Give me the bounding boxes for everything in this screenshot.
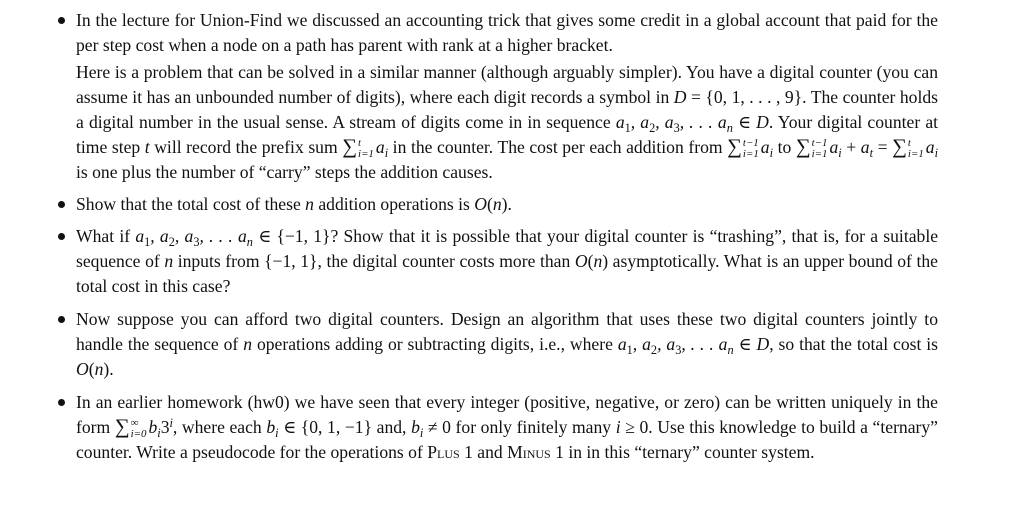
problem-list (58, 8, 938, 465)
ternary-counter-question: In an earlier homework (hw0) we have seen that every integer (positive, negative, or zero) can be written uniquely in the form ∑ ∞ i=0 $b_i3^i$, where each $b_i$ ∈ {0, 1, −1} and, $b_i \ne 0$ for only finitely many i ≥ 0. Use this knowledge to build a “ternary” counter. Write a pseudocode for the operations of Plus 1 and Minus 1 in in this “ternary” counter system. (76, 392, 938, 462)
sequence-pm1-math: $a_1$, $a_2$, $a_3$, . . . $a_n$ ∈ {−1, 1} (135, 226, 331, 250)
var-n: n (243, 334, 253, 354)
two-counters-question: Now suppose you can afford two digital counters. Design an algorithm that uses these two digital counters jointly to handle the sequence of n operations adding or subtracting digits, i.e., where $a_1$, $a_2$, $a_3$, . . . $a_n$ ∈ D, so that the total cost is O(n). (76, 309, 939, 379)
bi-nonzero-math: $b_i \ne 0$ (411, 417, 451, 441)
var-n: n (305, 194, 314, 214)
bullet-marker (58, 399, 65, 406)
time-step-t: t (144, 137, 150, 157)
bi-set-math: $b_i$ ∈ {0, 1, −1} (266, 417, 373, 441)
sequence-D-math: $a_1$, $a_2$, $a_3$, . . . $a_n$ ∈ D (617, 334, 770, 358)
var-n: n (164, 251, 174, 271)
i-ge-zero-math: i ≥ 0 (615, 417, 649, 437)
bullet-marker (58, 201, 65, 208)
big-o-math: O(n) (76, 359, 110, 379)
bullet-marker (58, 316, 65, 323)
sum-to-math: ∑ t−1 i=1 $a_i + a_t$ = ∑ t i=1 $a_i$ (795, 136, 938, 161)
bullet-item-total-cost (58, 192, 938, 217)
bullet-item-two-counters (58, 307, 938, 382)
big-o-math: O(n) (474, 194, 508, 214)
bullet-marker (58, 17, 65, 24)
plus-one-op: Plus 1 (427, 442, 473, 462)
bullet-item-ternary-counter (58, 390, 938, 465)
set-D-math: D = {0, 1, . . . , 9} (673, 87, 803, 107)
prefix-sum-math: ∑ t i=1 $a_i$ (342, 136, 389, 161)
bullet-item-union-find (58, 8, 938, 185)
sequence-a-math: $a_1$, $a_2$, $a_3$, . . . $a_n$ ∈ D (615, 112, 769, 136)
digital-counter-problem: Here is a problem that can be solved in a similar manner (although arguably simpler). You have a digital counter (you can assume it has an unbounded number of digits), where each digit records a symbol in D = {0, 1, . . . , 9}. The counter holds a digital number in the usual sense. A stream of digits come in in sequence $a_1$, $a_2$, $a_3$, . . . $a_n$ ∈ D. Your digital counter at time step t will record the prefix sum ∑ t i=1 $a_i$ in the counter. The cost per each addition from ∑ t−1 i=1 $a_i$ to ∑ t−1 i=1 $a_i + a_t$ = ∑ t i=1 $a_i$ is one plus the number of “carry” steps the addition causes. (76, 62, 939, 182)
minus-op: Minus (507, 442, 551, 462)
bullet-item-trashing (58, 224, 938, 299)
sum-from-math: ∑ t−1 i=1 $a_i$ (727, 136, 773, 161)
set-pm1-math: {−1, 1} (264, 251, 318, 271)
trashing-question: What if $a_1$, $a_2$, $a_3$, . . . $a_n$ ∈ {−1, 1}? Show that it is possible that your digital counter is “trashing”, that is, for a suitable sequence of n inputs from {−1, 1}, the digital counter costs more than O(n) asymptotically. What is an upper bound of the total cost in this case? (76, 226, 939, 296)
bullet-marker (58, 233, 65, 240)
ternary-form-math: ∑ ∞ i=0 $b_i3^i$ (114, 416, 173, 441)
big-o-math: O(n) (574, 251, 609, 271)
total-cost-question: Show that the total cost of these n addition operations is O(n). (76, 194, 512, 214)
union-find-intro: In the lecture for Union-Find we discussed an accounting trick that gives some credit in a global account that paid for the per step cost when a node on a path has parent with rank at a higher bracket. (76, 10, 938, 55)
